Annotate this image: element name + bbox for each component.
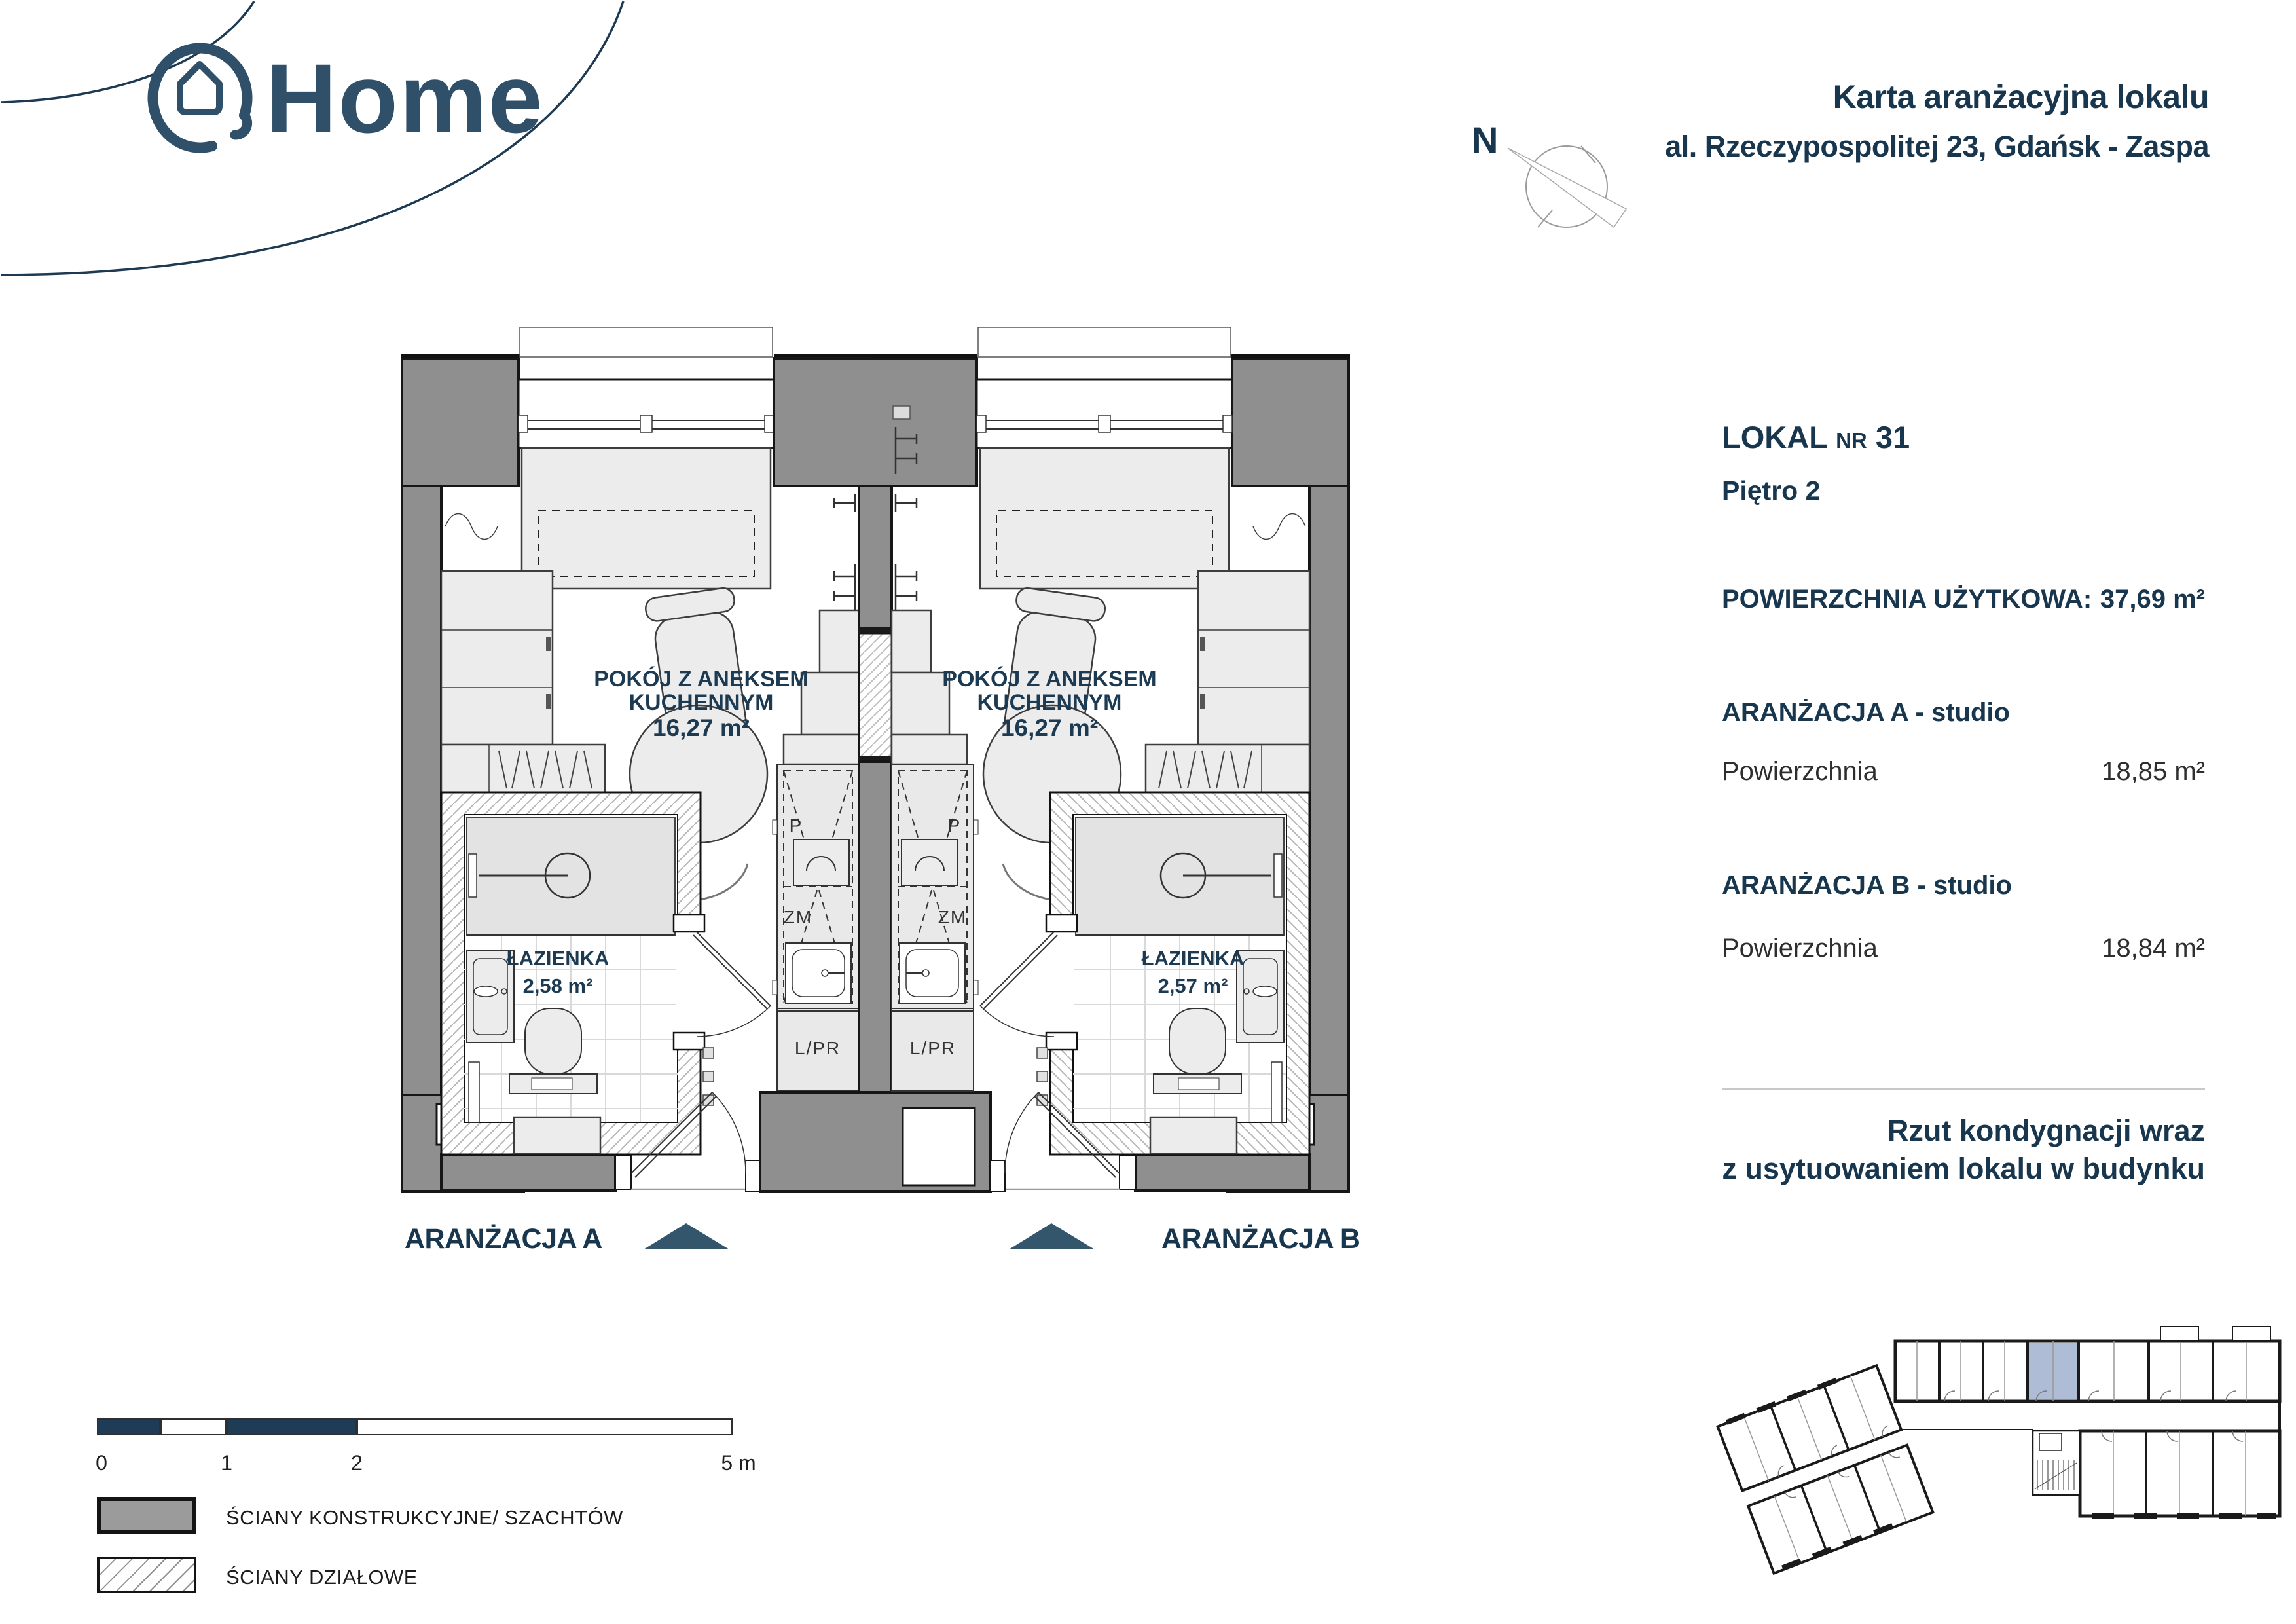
logo-text: Home <box>266 43 544 153</box>
site-plan <box>1709 1323 2291 1617</box>
bathroom-door <box>693 932 771 1037</box>
window <box>519 380 774 448</box>
compass-north-label: N <box>1472 121 1499 160</box>
room-b-label-line1: POKÓJ Z ANEKSEM <box>942 667 1157 692</box>
unit-info-panel <box>1722 0 2205 982</box>
bed <box>522 448 771 589</box>
at-home-logo-icon <box>153 48 247 148</box>
bathroom <box>441 792 771 1154</box>
window-sill <box>520 327 773 357</box>
room-a-label-line1: POKÓJ Z ANEKSEM <box>594 667 809 692</box>
hanger-closet <box>441 745 605 794</box>
arrangement-a-area-label: Powierzchnia <box>1722 757 1878 786</box>
page-address: al. Rzeczypospolitej 23, Gdańsk - Zaspa <box>1665 130 2209 163</box>
bathroom-a-label: ŁAZIENKA <box>506 947 610 970</box>
entrance-arrow-b <box>1009 1223 1095 1249</box>
unit-number-line <box>1722 419 1910 455</box>
nr-label: NR <box>1836 428 1867 452</box>
stair-core <box>2033 1431 2080 1495</box>
site-plan-title-line2: z usytuowaniem lokalu w budynku <box>1722 1152 2205 1185</box>
fridge-washer-b-label: L/PR <box>909 1038 957 1058</box>
legend-structural-walls-label: ŚCIANY KONSTRUKCYJNE/ SZACHTÓW <box>226 1506 623 1529</box>
scale-segment <box>160 1418 227 1435</box>
at-home-logo <box>137 26 727 170</box>
floor-label: Piętro 2 <box>1722 475 1821 506</box>
lokal-label: LOKAL <box>1722 420 1828 454</box>
arrangement-a-title: ARANŻACJA A - studio <box>1722 698 2010 727</box>
scale-tick-0: 0 <box>96 1451 107 1475</box>
arrangement-a-area-value: 18,85 m² <box>2102 757 2205 786</box>
scale-segment <box>227 1418 357 1435</box>
compass-icon <box>1467 121 1650 246</box>
scale-segment <box>97 1418 160 1435</box>
usable-area-label: POWIERZCHNIA UŻYTKOWA: <box>1722 585 2092 614</box>
radiator <box>445 514 498 540</box>
arrangement-a-area-row <box>1722 757 2205 786</box>
page-title: Karta aranżacyjna lokalu <box>1832 79 2209 115</box>
wardrobe <box>441 571 553 745</box>
dishwasher-b-label: ZM <box>938 907 968 927</box>
scale-tick-1: 1 <box>221 1451 232 1475</box>
panel-divider <box>1722 1088 2205 1090</box>
room-a-area: 16,27 m² <box>652 714 750 741</box>
scale-tick-2: 2 <box>351 1451 363 1475</box>
legend-partition-walls-swatch <box>97 1557 196 1593</box>
oven <box>793 840 849 885</box>
oven-b-label: P <box>947 815 962 836</box>
arrangement-b-area-value: 18,84 m² <box>2102 934 2205 963</box>
bathroom-b-area: 2,57 m² <box>1157 974 1228 997</box>
room-b-label-line2: KUCHENNYM <box>977 690 1122 715</box>
dishwasher-a-label: ZM <box>783 907 813 927</box>
unit-number: 31 <box>1875 420 1910 454</box>
bathroom-b-label: ŁAZIENKA <box>1141 947 1245 970</box>
arrangement-b-label: ARANŻACJA B <box>1161 1223 1360 1255</box>
scale-segment <box>357 1418 733 1435</box>
usable-area-value: 37,69 m² <box>2100 585 2205 614</box>
fridge-washer-a-label: L/PR <box>794 1038 841 1058</box>
oven-a-label: P <box>789 815 803 836</box>
arrangement-b-area-label: Powierzchnia <box>1722 934 1878 963</box>
usable-area-row <box>1722 585 2205 614</box>
scale-bar <box>97 1418 733 1435</box>
legend-structural-walls-swatch <box>97 1497 196 1534</box>
scale-tick-5m: 5 m <box>721 1451 756 1475</box>
bathroom-a-area: 2,58 m² <box>522 974 593 997</box>
site-plan-title <box>1722 1112 2205 1188</box>
site-plan-title-line1: Rzut kondygnacji wraz <box>1887 1114 2205 1147</box>
floor-plan <box>401 322 1350 1200</box>
arrangement-b-title: ARANŻACJA B - studio <box>1722 871 2012 900</box>
room-b-area: 16,27 m² <box>1000 714 1099 741</box>
legend-partition-walls-label: ŚCIANY DZIAŁOWE <box>226 1566 418 1589</box>
room-a-label-line2: KUCHENNYM <box>629 690 774 715</box>
arrangement-b-area-row <box>1722 934 2205 963</box>
entrance-arrow-a <box>644 1223 729 1249</box>
arrangement-a-label: ARANŻACJA A <box>405 1223 602 1255</box>
hall-cabinet <box>514 1117 600 1154</box>
